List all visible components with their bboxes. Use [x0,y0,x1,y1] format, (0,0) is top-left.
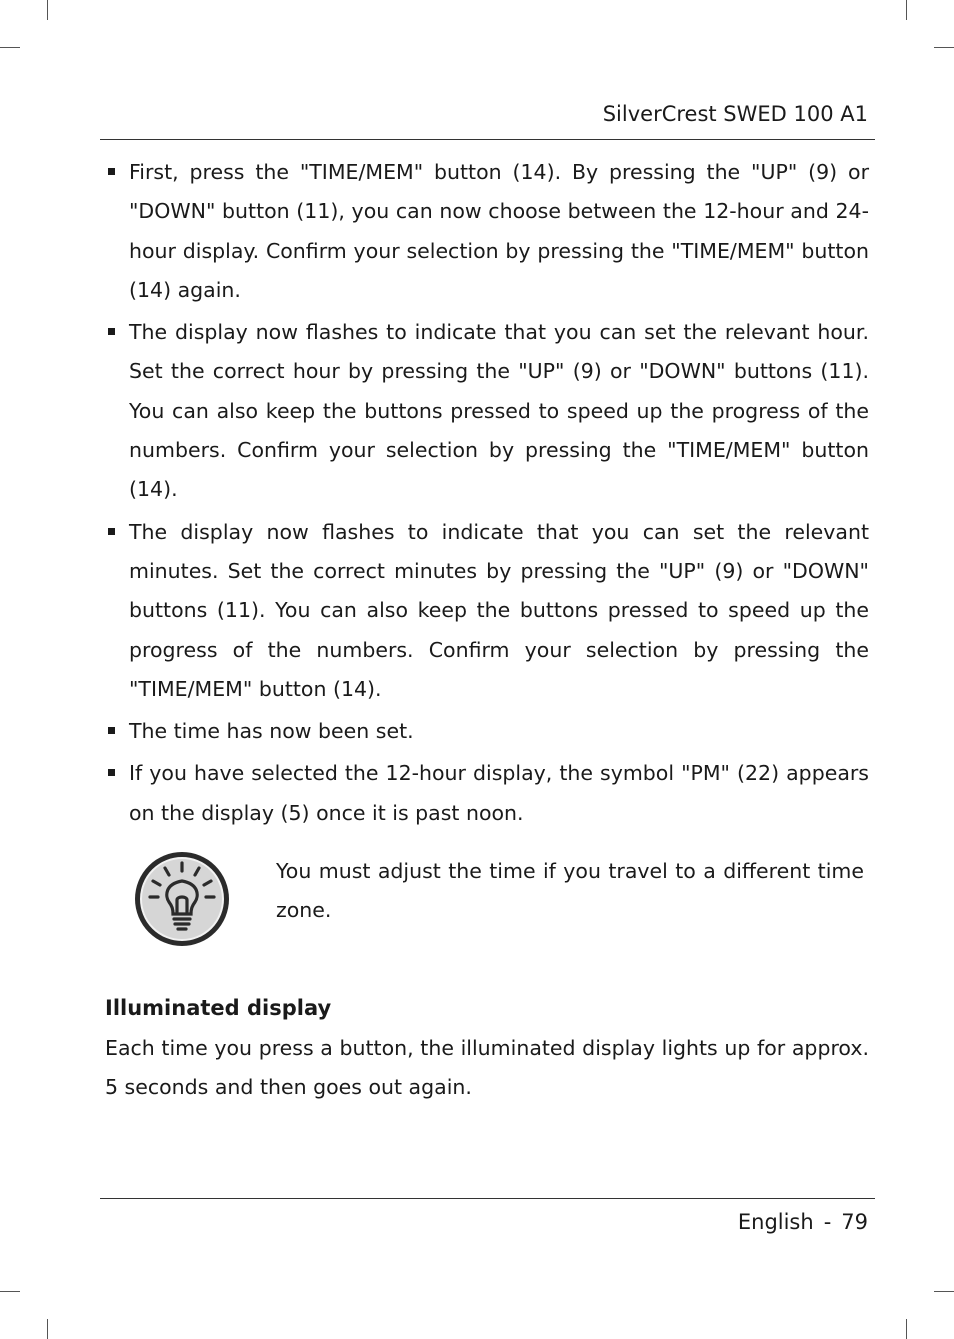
list-item-text: The display now flashes to indicate that you can set the relevant hour. Set the correct hour by pressing the "UP" (9) or "DOWN" buttons (11). You can also keep the buttons pressed to speed up the progress of the numbers. Confirm your selection by pressing the "TIME/MEM" button (14). [129,320,869,502]
square-bullet-icon [108,769,115,776]
list-item [105,712,869,751]
page-footer [100,1206,868,1238]
crop-mark [47,1319,48,1339]
list-item [105,754,869,833]
list-item-text: If you have selected the 12-hour display, the symbol "PM" (22) appears on the display (5) once it is past noon. [129,761,869,825]
header-divider [100,139,875,140]
running-header: SilverCrest SWED 100 A1 [602,102,868,126]
footer-language: English [737,1210,814,1234]
instruction-list [105,153,869,836]
footer-separator: - [823,1210,832,1234]
section-heading: Illuminated display [105,996,332,1020]
crop-mark [0,1291,20,1292]
square-bullet-icon [108,727,115,734]
list-item [105,513,869,709]
crop-mark [47,0,48,20]
list-item [105,313,869,509]
crop-mark [934,47,954,48]
tip-note [128,848,868,952]
list-item-text: First, press the "TIME/MEM" button (14). By pressing the "UP" (9) or "DOWN" button (11), you can now choose between the 12-hour and 24-hour display. Confirm your selection by pressing the "TIME/MEM" button (14) again. [129,160,869,302]
square-bullet-icon [108,528,115,535]
footer-divider [100,1198,875,1199]
list-item [105,153,869,310]
crop-mark [934,1291,954,1292]
square-bullet-icon [108,328,115,335]
section-body: Each time you press a button, the illuminated display lights up for approx. 5 seconds and then goes out again. [105,1036,869,1100]
crop-mark [0,47,20,48]
list-item-text: The display now flashes to indicate that you can set the relevant minutes. Set the correct minutes by pressing the "UP" (9) or "DOWN" buttons (11). You can also keep the buttons pressed to speed up the progress of the numbers. Confirm your selection by pressing the "TIME/MEM" button (14). [129,519,869,701]
list-item-text: The time has now been set. [129,719,414,744]
square-bullet-icon [108,168,115,175]
page-number: 79 [841,1210,868,1234]
tip-text: You must adjust the time if you travel to a different time zone. [276,859,864,923]
lightbulb-icon [132,848,232,950]
crop-mark [906,0,907,20]
crop-mark [906,1319,907,1339]
